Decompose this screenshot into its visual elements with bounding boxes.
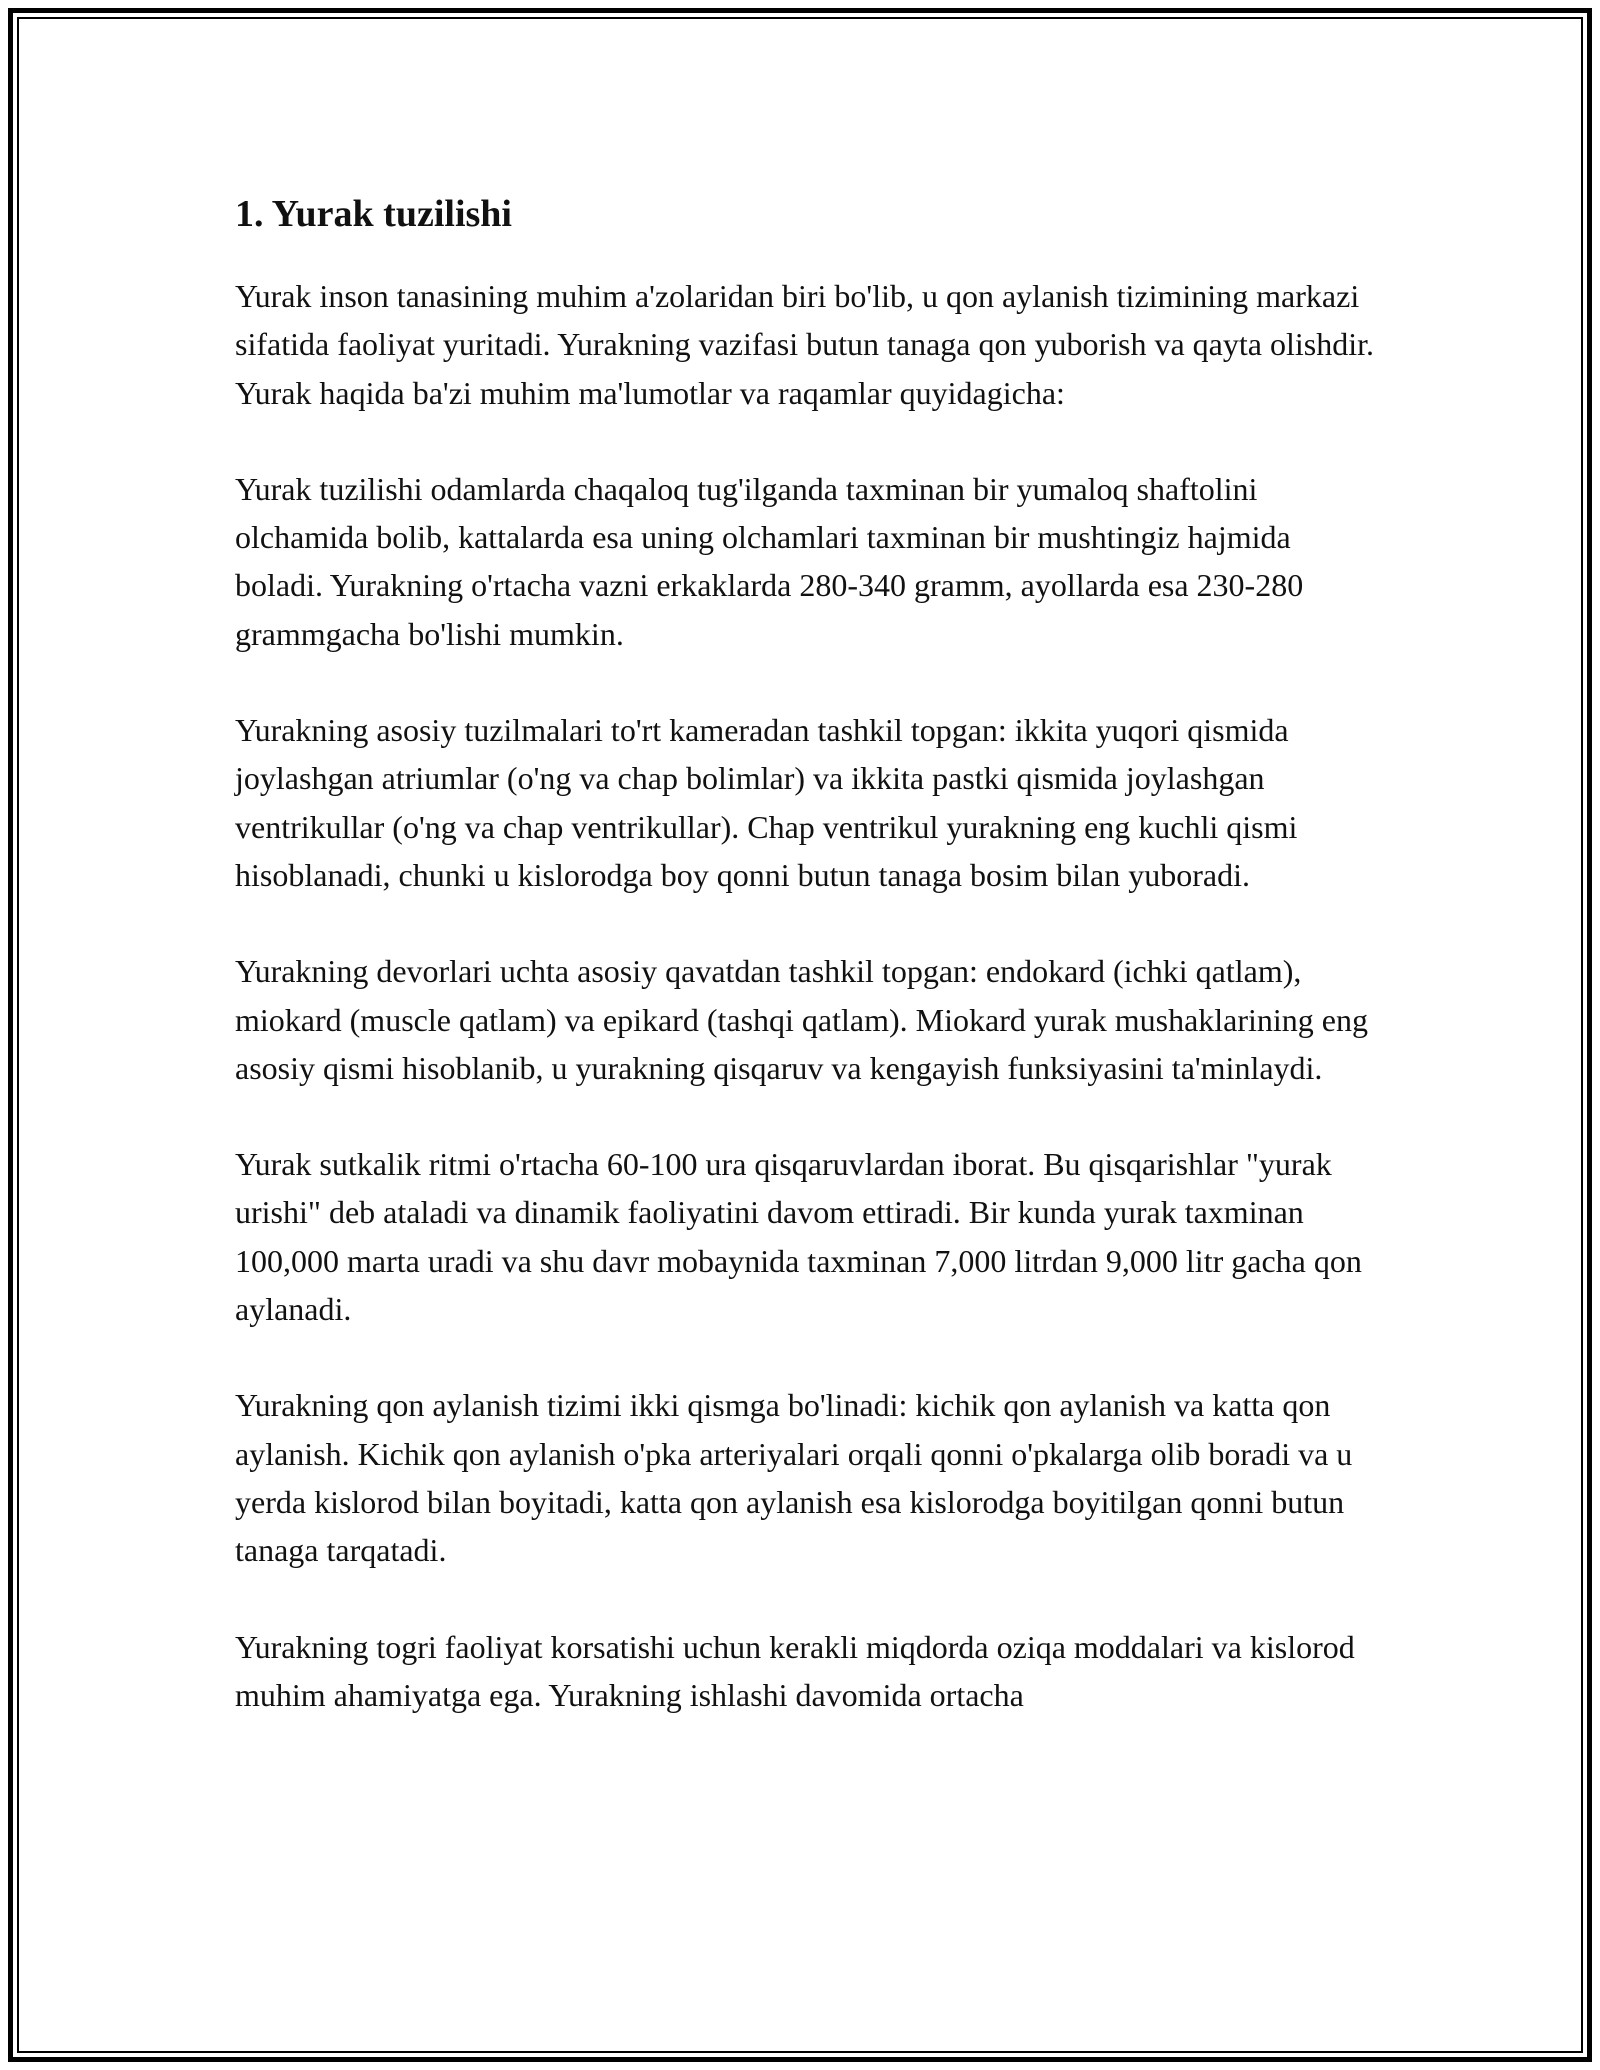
- paragraph-circulation: Yurakning qon aylanish tizimi ikki qismga bo'linadi: kichik qon aylanish va katta qon aylanish. Kichik qon aylanish o'pka arteriyalari orqali qonni o'pkalarga olib boradi va u yerda kislorod bilan boyitadi, katta qon aylanish esa kislorodga boyitilgan qonni butun tanaga tarqatadi.: [235, 1387, 1353, 1569]
- paragraph-heart-walls: Yurakning devorlari uchta asosiy qavatdan tashkil topgan: endokard (ichki qatlam), miokard (muscle qatlam) va epikard (tashqi qatlam). Miokard yurak mushaklarining eng asosiy qismi hisoblanib, u yurakning qisqaruv va kengayish funksiyasini ta'minlaydi.: [235, 953, 1368, 1086]
- paragraph-heart-rhythm: Yurak sutkalik ritmi o'rtacha 60-100 ura qisqaruvlardan iborat. Bu qisqarishlar "yurak urishi" deb ataladi va dinamik faoliyatini davom ettiradi. Bir kunda yurak taxminan 100,000 marta uradi va shu davr mobaynida taxminan 7,000 litrdan 9,000 litr gacha qon aylanadi.: [235, 1146, 1362, 1328]
- paragraph-heart-chambers: Yurakning asosiy tuzilmalari to'rt kameradan tashkil topgan: ikkita yuqori qismida joylashgan atriumlar (o'ng va chap bolimlar) va ikkita pastki qismida joylashgan ventrikullar (o'ng va chap ventrikullar). Chap ventrikul yurakning eng kuchli qismi hisoblanadi, chunki u kislorodga boy qonni butun tanaga bosim bilan yuboradi.: [235, 712, 1298, 893]
- document-body: [235, 186, 1375, 1767]
- paragraph-heart-size: Yurak tuzilishi odamlarda chaqaloq tug'ilganda taxminan bir yumaloq shaftolini olchamida bolib, kattalarda esa uning olchamlari taxminan bir mushtingiz hajmida boladi. Yurakning o'rtacha vazni erkaklarda 280-340 gramm, ayollarda esa 230-280 grammgacha bo'lishi mumkin.: [235, 470, 1304, 652]
- paragraph-nutrition: Yurakning togri faoliyat korsatishi uchun kerakli miqdorda oziqa moddalari va kislorod muhim ahamiyatga ega. Yurakning ishlashi davomida ortacha: [235, 1628, 1355, 1713]
- section-heading: 1. Yurak tuzilishi: [235, 193, 512, 235]
- paragraph-intro: Yurak inson tanasining muhim a'zolaridan biri bo'lib, u qon aylanish tizimining markazi sifatida faoliyat yuritadi. Yurakning vazifasi butun tanaga qon yuborish va qayta olishdir. Yurak haqida ba'zi muhim ma'lumotlar va raqamlar quyidagicha:: [235, 278, 1374, 411]
